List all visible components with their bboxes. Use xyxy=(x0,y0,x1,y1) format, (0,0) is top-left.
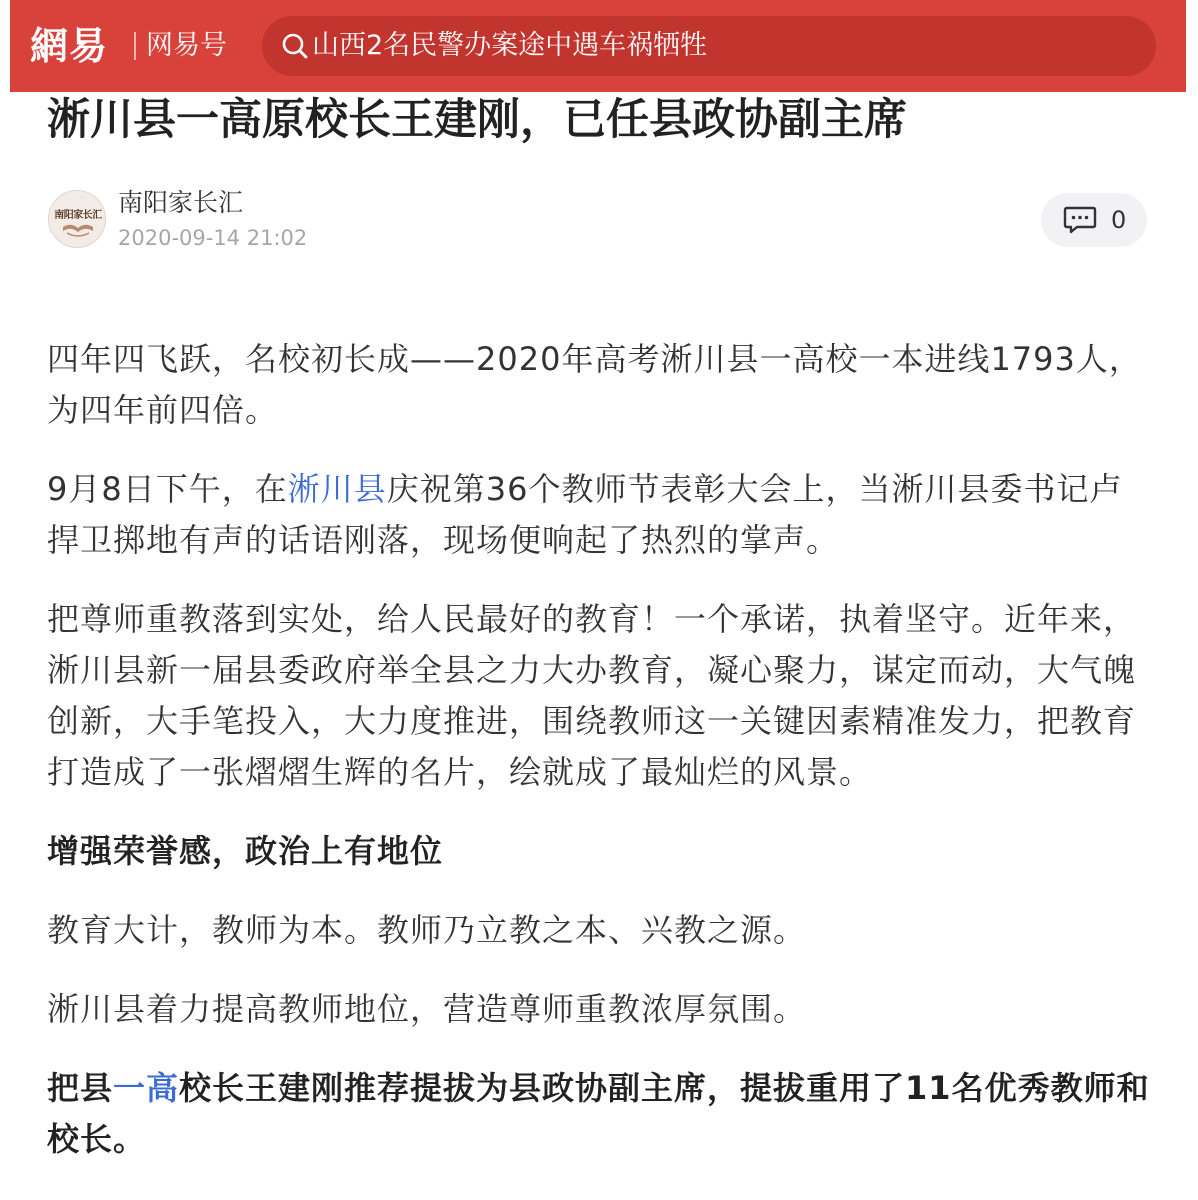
top-bar xyxy=(10,0,1186,92)
place-link[interactable]: 淅川县 xyxy=(287,470,387,508)
paragraph: 淅川县着力提高教师地位，营造尊师重教浓厚氛围。 xyxy=(47,990,807,1028)
paragraph-bold xyxy=(47,1063,1151,1165)
search-bar[interactable] xyxy=(262,16,1156,76)
netease-logo[interactable]: 網易 xyxy=(30,23,109,68)
paragraph xyxy=(47,464,1151,566)
paragraph: 四年四飞跃，名校初长成——2020年高考淅川县一高校一本进线1793人，为四年前四倍。 xyxy=(47,340,1142,429)
channel-link[interactable]: 网易号 xyxy=(146,30,227,61)
paragraph: 把尊师重教落到实处，给人民最好的教育！一个承诺，执着坚守。近年来，淅川县新一届县委政府举全县之力大办教育，凝心聚力，谋定而动，大气魄创新，大手笔投入，大力度推进，围绕教师这一关键因素精准发力，把教育打造成了一张熠熠生辉的名片，绘就成了最灿烂的风景。 xyxy=(47,600,1137,791)
section-heading: 增强荣誉感，政治上有地位 xyxy=(47,832,444,870)
comment-icon xyxy=(1063,205,1097,235)
search-suggestion[interactable]: 山西2名民警办案途中遇车祸牺牲 xyxy=(312,30,708,61)
article-body xyxy=(47,334,1151,1193)
search-icon xyxy=(280,31,310,61)
paragraph-text: 庆祝第36个教师节表彰大会上，当淅川县委书记卢捍卫掷地有声的话语刚落，现场便响起了热烈的掌声。 xyxy=(47,470,1123,559)
article-title: 淅川县一高原校长王建刚，已任县政协副主席 xyxy=(47,95,907,145)
publish-time: 2020-09-14 21:02 xyxy=(118,226,308,250)
avatar-label: 南阳家长汇 xyxy=(54,210,102,221)
paragraph-text: 9月8日下午，在 xyxy=(47,470,288,508)
comment-count: 0 xyxy=(1111,206,1127,234)
paragraph-text: 把县 xyxy=(47,1069,114,1107)
comment-button[interactable] xyxy=(1041,193,1147,247)
paragraph: 教育大计，教师为本。教师乃立教之本、兴教之源。 xyxy=(47,911,807,949)
avatar[interactable] xyxy=(48,190,106,248)
paragraph-text: 校长王建刚推荐提拔为县政协副主席，提拔重用了11名优秀教师和校长。 xyxy=(47,1069,1150,1158)
header-divider xyxy=(134,32,136,60)
school-link[interactable]: 一高 xyxy=(113,1069,180,1107)
author-name[interactable]: 南阳家长汇 xyxy=(118,188,244,217)
